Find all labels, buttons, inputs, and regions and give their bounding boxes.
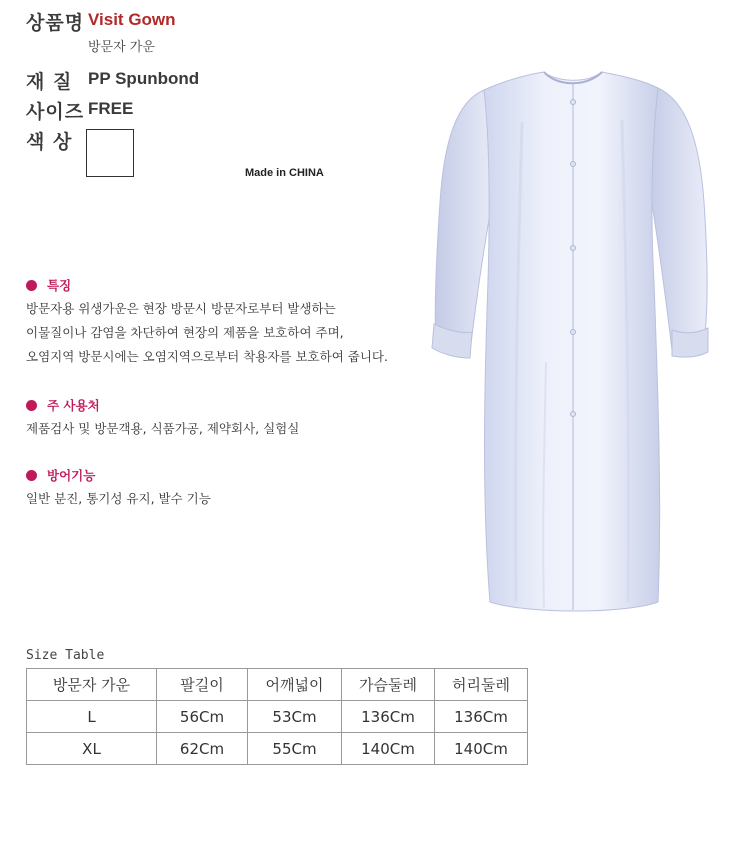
size-table-cell: 56Cm	[157, 701, 248, 733]
size-table-cell: 136Cm	[342, 701, 435, 733]
section-features-body	[26, 297, 388, 369]
bullet-icon	[26, 400, 37, 411]
size-label: 사이즈	[26, 101, 85, 123]
material-value: PP Spunbond	[88, 69, 200, 88]
section-protection-title: 방어기능	[47, 468, 96, 483]
bullet-icon	[26, 280, 37, 291]
section-features-heading	[26, 276, 71, 294]
color-label: 색 상	[26, 131, 73, 153]
size-table-cell: 53Cm	[248, 701, 342, 733]
size-table-header-cell: 팔길이	[157, 669, 248, 701]
size-table-header-cell: 허리둘레	[435, 669, 528, 701]
origin-label: Made in CHINA	[245, 167, 324, 179]
size-table	[26, 668, 528, 765]
material-label: 재 질	[26, 71, 73, 93]
section-features-title: 특징	[47, 278, 72, 293]
product-name-label: 상품명	[26, 12, 85, 34]
features-line: 방문자용 위생가운은 현장 방문시 방문자로부터 발생하는	[26, 301, 336, 316]
size-table-title: Size Table	[26, 648, 105, 663]
protection-line: 일반 분진, 통기성 유지, 발수 기능	[26, 491, 211, 506]
table-row	[27, 701, 528, 733]
size-table-cell: L	[27, 701, 157, 733]
size-table-cell: 136Cm	[435, 701, 528, 733]
bullet-icon	[26, 470, 37, 481]
product-name: Visit Gown	[88, 10, 176, 29]
features-line: 이물질이나 감염을 차단하여 현장의 제품을 보호하여 주며,	[26, 325, 344, 340]
section-usage-heading	[26, 396, 100, 414]
size-table-header-cell: 가슴둘레	[342, 669, 435, 701]
size-table-cell: 55Cm	[248, 733, 342, 765]
size-table-header-cell: 어깨넓이	[248, 669, 342, 701]
size-table-cell: 140Cm	[342, 733, 435, 765]
size-table-cell: 62Cm	[157, 733, 248, 765]
section-usage-title: 주 사용처	[47, 398, 100, 413]
usage-line: 제품검사 및 방문객용, 식품가공, 제약회사, 실험실	[26, 421, 300, 436]
table-row	[27, 733, 528, 765]
size-table-cell: XL	[27, 733, 157, 765]
gown-icon	[426, 62, 718, 622]
size-value: FREE	[88, 99, 134, 118]
section-protection-heading	[26, 466, 95, 484]
size-table-cell: 140Cm	[435, 733, 528, 765]
size-table-header-row	[27, 669, 528, 701]
product-name-korean: 방문자 가운	[88, 40, 155, 55]
section-protection-body	[26, 487, 211, 511]
color-swatch	[86, 129, 134, 177]
size-table-header-cell: 방문자 가운	[27, 669, 157, 701]
features-line: 오염지역 방문시에는 오염지역으로부터 착용자를 보호하여 줍니다.	[26, 349, 388, 364]
gown-image	[426, 62, 718, 622]
section-usage-body	[26, 417, 299, 441]
